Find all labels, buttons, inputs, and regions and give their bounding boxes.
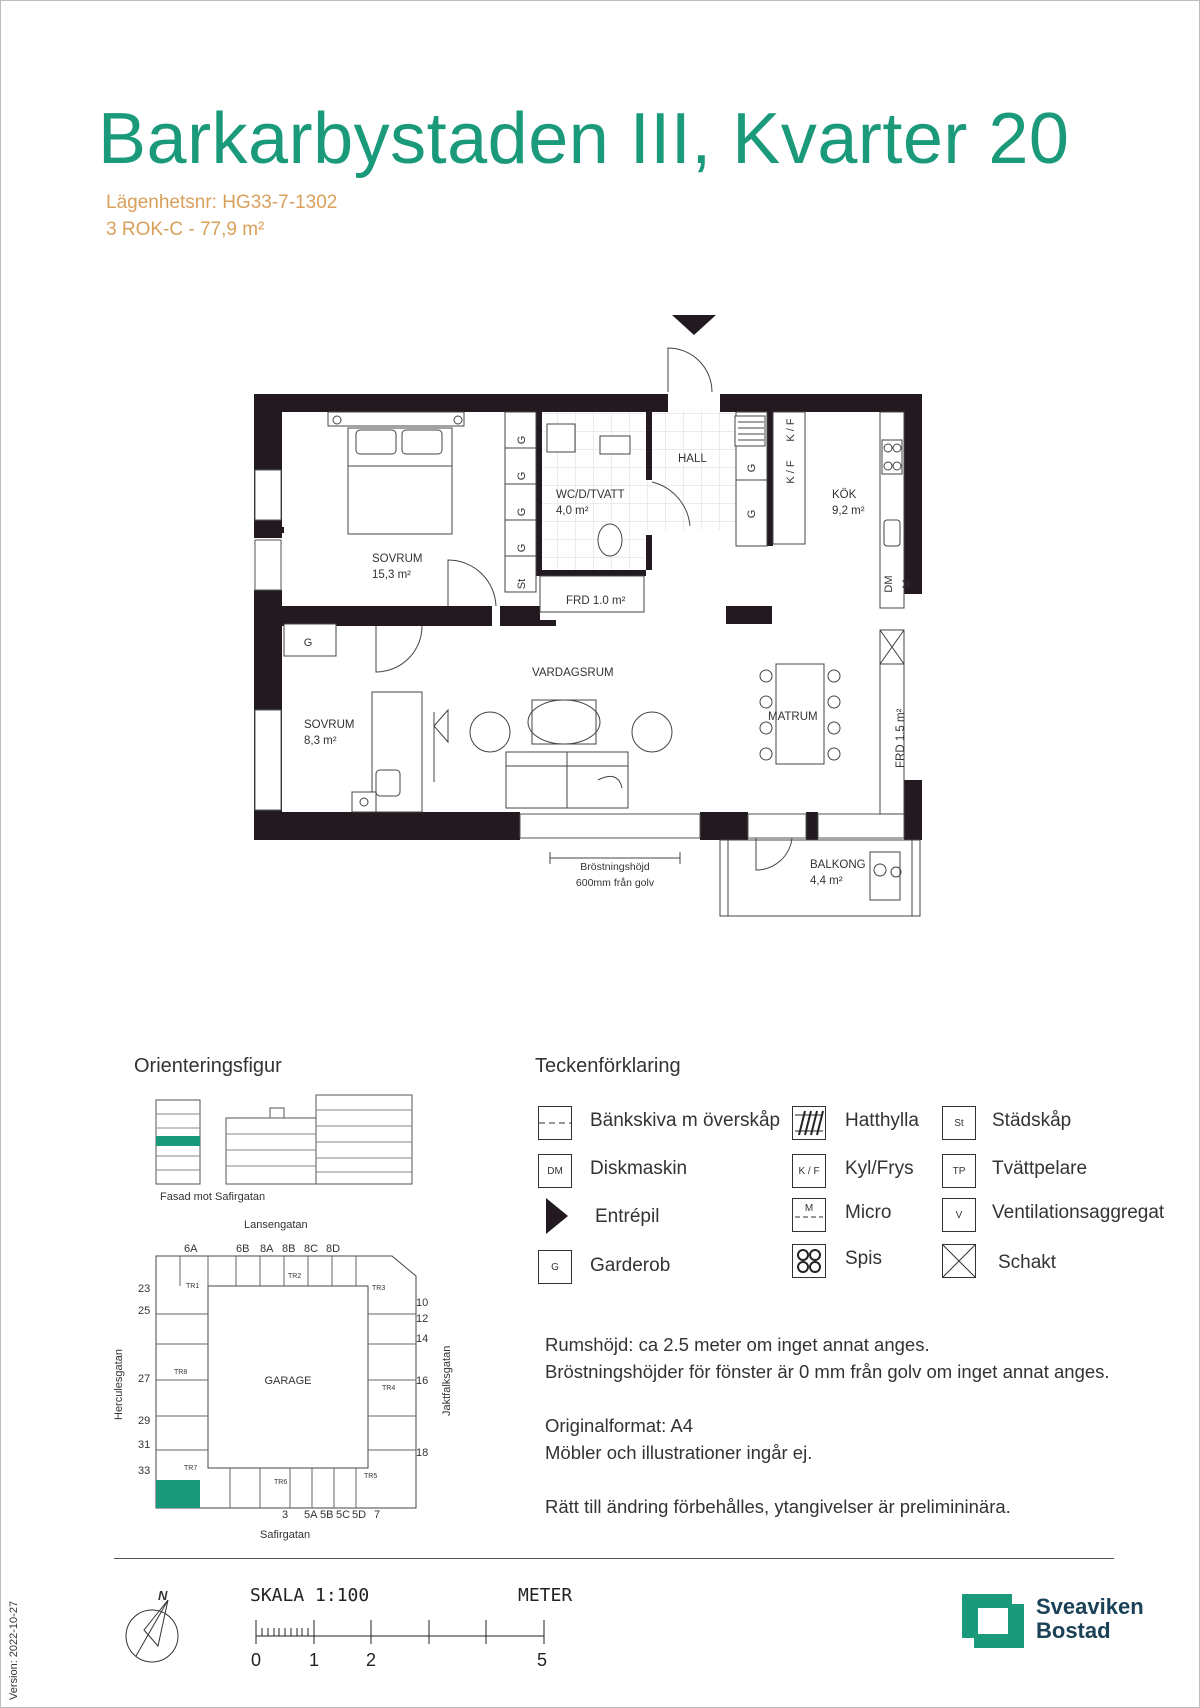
svg-text:16: 16: [416, 1375, 429, 1387]
laundry-tower-icon: TP: [942, 1154, 976, 1188]
room-hall: HALL: [678, 453, 707, 465]
svg-text:Herculesgatan: Herculesgatan: [113, 1349, 125, 1420]
note-room-height: Rumshöjd: ca 2.5 meter om inget annat anges.: [545, 1334, 930, 1355]
room-frd-2: FRD 1.5 m²: [895, 708, 907, 768]
facade-highlight: [156, 1136, 200, 1146]
room-sovrum-2-area: 8,3 m²: [304, 735, 337, 747]
room-sovrum-1: SOVRUM: [372, 553, 423, 565]
svg-text:TR8: TR8: [174, 1369, 188, 1376]
svg-text:5D: 5D: [352, 1509, 367, 1521]
svg-text:M: M: [901, 579, 913, 589]
legend-tvattpelare: Tvättpelare: [992, 1158, 1088, 1179]
room-balkong-area: 4,4 m²: [810, 875, 843, 887]
legend-ventilation: Ventilationsaggregat: [992, 1202, 1165, 1223]
legend-diskmaskin: Diskmaskin: [590, 1158, 688, 1179]
svg-text:Safirgatan: Safirgatan: [260, 1529, 311, 1541]
page-title: Barkarbystaden III, Kvarter 20: [98, 99, 1070, 179]
svg-text:G: G: [303, 637, 313, 649]
note-furniture: Möbler och illustrationer ingår ej.: [545, 1442, 813, 1463]
svg-text:TR6: TR6: [274, 1479, 288, 1486]
scale-tick-1: 1: [309, 1650, 320, 1670]
svg-text:N: N: [158, 1588, 168, 1603]
sveaviken-logo-icon: [958, 1586, 1028, 1656]
legend-hatthylla: Hatthylla: [845, 1110, 919, 1131]
scale-label: SKALA 1:100: [250, 1585, 370, 1606]
svg-text:GARAGE: GARAGE: [264, 1375, 312, 1387]
scale-tick-5: 5: [537, 1650, 548, 1670]
svg-text:TR2: TR2: [288, 1273, 302, 1280]
legend-bankskiva: Bänkskiva m överskåp: [590, 1110, 781, 1131]
scale-tick-2: 2: [366, 1650, 377, 1670]
sill-note-1: Bröstningshöjd: [580, 861, 650, 873]
legend-schakt: Schakt: [998, 1252, 1057, 1273]
ventilation-icon: V: [942, 1198, 976, 1232]
room-wc: WC/D/TVATT: [556, 489, 625, 501]
legend-spis: Spis: [845, 1248, 882, 1269]
svg-text:TR7: TR7: [184, 1465, 198, 1472]
north-arrow-icon: [124, 1586, 188, 1666]
room-sovrum-2: SOVRUM: [304, 719, 355, 731]
svg-text:5A: 5A: [304, 1509, 318, 1521]
note-sill-height: Bröstningshöjder för fönster är 0 mm från golv om inget annat anges.: [545, 1361, 1110, 1382]
room-wc-area: 4,0 m²: [556, 505, 589, 517]
apartment-type: 3 ROK-C - 77,9 m²: [106, 219, 265, 240]
room-kok-area: 9,2 m²: [832, 505, 865, 517]
room-kok: KÖK: [832, 489, 857, 501]
svg-text:G: G: [516, 543, 528, 553]
svg-text:G: G: [516, 471, 528, 481]
legend-heading: Teckenförklaring: [535, 1055, 681, 1077]
svg-text:TR4: TR4: [382, 1385, 396, 1392]
legend-entrepil: Entrépil: [595, 1206, 660, 1227]
svg-text:8A: 8A: [260, 1243, 274, 1255]
apartment-number: Lägenhetsnr: HG33-7-1302: [106, 192, 338, 213]
dishwasher-icon: DM: [538, 1154, 572, 1188]
microwave-icon: [792, 1198, 826, 1232]
svg-text:3: 3: [282, 1509, 289, 1521]
svg-text:33: 33: [138, 1465, 151, 1477]
fridge-freezer-icon: K / F: [792, 1154, 826, 1188]
svg-text:31: 31: [138, 1439, 151, 1451]
svg-text:TR3: TR3: [372, 1285, 386, 1292]
svg-text:DM: DM: [883, 575, 895, 593]
note-format: Originalformat: A4: [545, 1415, 694, 1436]
orientation-figure: [100, 1090, 480, 1550]
svg-text:12: 12: [416, 1313, 429, 1325]
svg-text:23: 23: [138, 1283, 151, 1295]
svg-text:G: G: [516, 507, 528, 517]
svg-text:7: 7: [374, 1509, 381, 1521]
apartment-location-highlight: [156, 1480, 200, 1508]
logo-line-1: Sveaviken: [1036, 1594, 1144, 1619]
legend-stadskap: Städskåp: [992, 1110, 1072, 1131]
svg-text:Lansengatan: Lansengatan: [244, 1219, 308, 1231]
svg-text:TR1: TR1: [186, 1283, 200, 1290]
scale-bar: [250, 1612, 550, 1652]
counter-icon: [538, 1106, 572, 1140]
svg-text:St: St: [516, 578, 528, 590]
svg-text:25: 25: [138, 1305, 151, 1317]
svg-text:18: 18: [416, 1447, 429, 1459]
legend-garderob: Garderob: [590, 1255, 671, 1276]
svg-text:Jaktfalksgatan: Jaktfalksgatan: [441, 1345, 453, 1416]
svg-text:29: 29: [138, 1415, 151, 1427]
stove-icon: [792, 1244, 826, 1278]
room-sovrum-1-area: 15,3 m²: [372, 569, 411, 581]
svg-text:6A: 6A: [184, 1243, 198, 1255]
legend-kylfrys: Kyl/Frys: [845, 1158, 914, 1179]
scale-tick-0: 0: [251, 1650, 262, 1670]
meter-label: METER: [518, 1585, 573, 1606]
svg-text:14: 14: [416, 1333, 429, 1345]
orientation-heading: Orienteringsfigur: [134, 1055, 282, 1077]
wardrobe-icon: G: [538, 1250, 572, 1284]
svg-text:G: G: [516, 435, 528, 445]
svg-text:10: 10: [416, 1297, 429, 1309]
room-vardagsrum: VARDAGSRUM: [532, 667, 614, 679]
hat-rack-icon: [792, 1106, 826, 1140]
svg-text:8D: 8D: [326, 1243, 341, 1255]
svg-text:TR5: TR5: [364, 1473, 378, 1480]
note-disclaimer: Rätt till ändring förbehålles, ytangivelser är prelimininära.: [545, 1496, 1011, 1517]
svg-text:Fasad mot Safirgatan: Fasad mot Safirgatan: [160, 1191, 266, 1203]
room-frd-1: FRD 1.0 m²: [566, 595, 626, 607]
svg-text:6B: 6B: [236, 1243, 250, 1255]
svg-text:5B: 5B: [320, 1509, 334, 1521]
svg-text:G: G: [746, 509, 758, 519]
entry-arrow-legend-icon: [544, 1196, 570, 1236]
sill-note-2: 600mm från golv: [575, 877, 655, 889]
shaft-icon: [942, 1244, 976, 1278]
svg-text:8B: 8B: [282, 1243, 296, 1255]
svg-text:K / F: K / F: [785, 418, 797, 442]
svg-text:G: G: [746, 463, 758, 473]
room-balkong: BALKONG: [810, 859, 866, 871]
logo-line-2: Bostad: [1036, 1618, 1111, 1643]
svg-text:8C: 8C: [304, 1243, 319, 1255]
footer-divider: [114, 1558, 1114, 1559]
legend-micro: Micro: [845, 1202, 892, 1223]
svg-text:27: 27: [138, 1373, 151, 1385]
cleaning-cabinet-icon: St: [942, 1106, 976, 1140]
svg-text:M: M: [804, 1203, 814, 1214]
entry-arrow-icon: [672, 315, 716, 335]
svg-text:5C: 5C: [336, 1509, 351, 1521]
room-matrum: MATRUM: [768, 711, 818, 723]
version-label: Version: 2022-10-27: [8, 1600, 20, 1700]
svg-text:K / F: K / F: [785, 460, 797, 484]
